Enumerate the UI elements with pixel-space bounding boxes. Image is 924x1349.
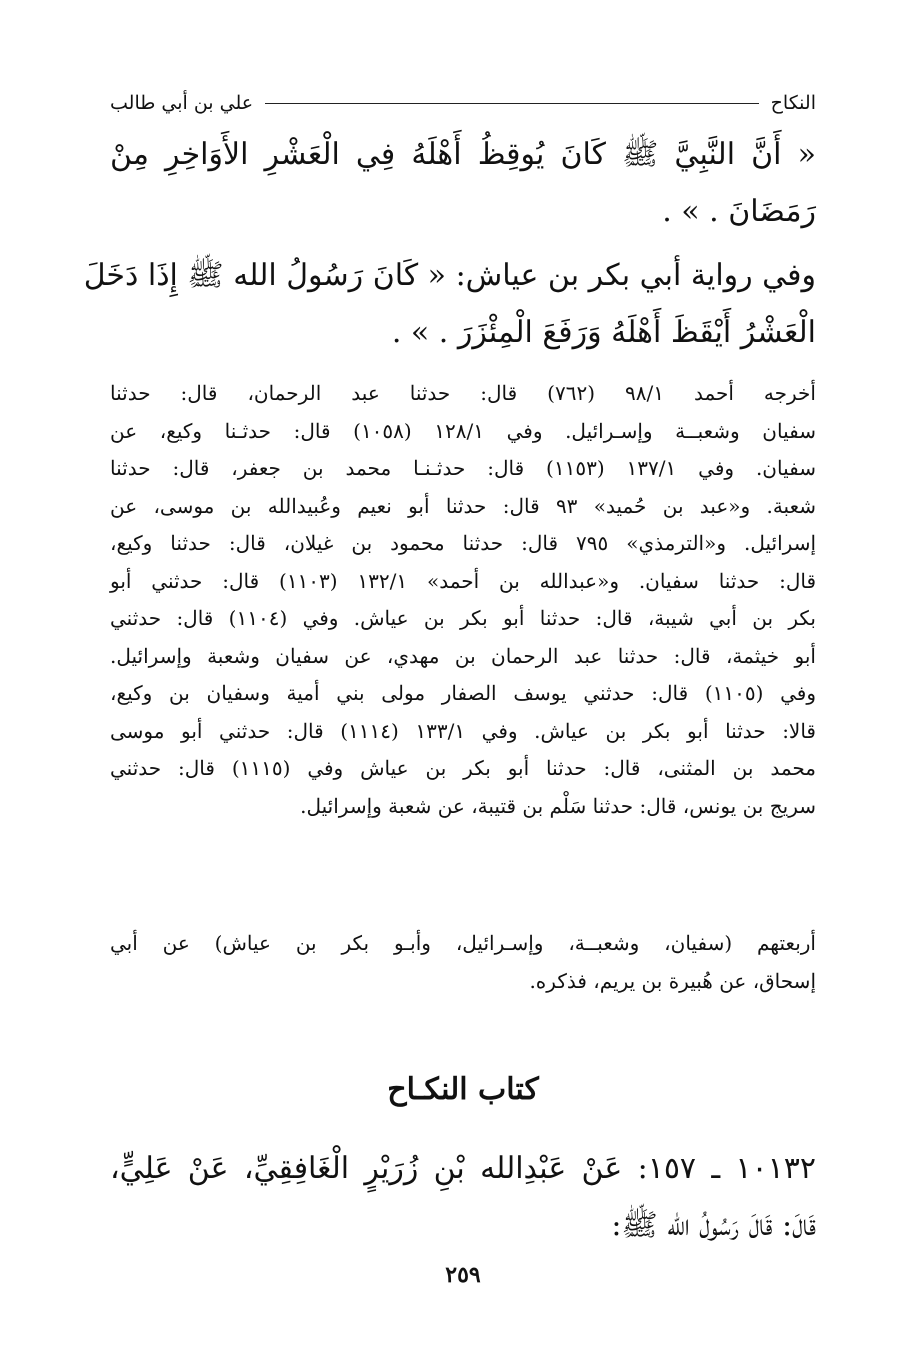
takhrij-line: سفيان وشعبــة وإسـرائيل. وفي ١٢٨/١ (١٠٥٨) قال: حدثـنا وكيع، عن [110, 418, 816, 443]
takhrij-line: أربعتهم (سفيان، وشعبــة، وإسـرائيل، وأبـو بكر بن عياش) عن أبي [110, 931, 816, 955]
takhrij-paragraph-1 [110, 375, 816, 825]
hadith-text-3 [110, 1140, 816, 1254]
takhrij-line: إسحاق، عن هُبيرة بن يريم، فذكره. [529, 968, 816, 993]
takhrij-line: إسرائيل. و«الترمذي» ٧٩٥ قال: حدثنا محمود بن غيلان، قال: حدثنا وكيع، [110, 531, 817, 555]
hadith-line: الْعَشْرُ أَيْقَظَ أَهْلَهُ وَرَفَعَ الْمِئْزَرَ . » . [391, 315, 816, 350]
takhrij-line: سريج بن يونس، قال: حدثنا سَلْم بن قتيبة، عن شعبة وإسرائيل. [300, 793, 816, 818]
takhrij-line: أبو خيثمة، قال: حدثنا عبد الرحمان بن مهدي، عن سفيان وشعبة وإسرائيل. [110, 643, 816, 668]
takhrij-line: سفيان. وفي ١٣٧/١ (١١٥٣) قال: حدثـنـا محمد بن جعفر، قال: حدثنا [110, 456, 816, 480]
takhrij-line: أخرجه أحمد ٩٨/١ (٧٦٢) قال: حدثنا عبد الرحمان، قال: حدثنا [110, 381, 816, 405]
header-right-title: النكاح [770, 92, 816, 114]
hadith-text-1 [110, 126, 816, 240]
hadith-line: « أَنَّ النَّبِيَّ ﷺ كَانَ يُوقِظُ أَهْلَهُ فِي الْعَشْرِ الأَوَاخِرِ مِنْ [110, 137, 816, 172]
header-rule [265, 103, 759, 104]
takhrij-line: شعبة. و«عبد بن حُميد» ٩٣ قال: حدثنا أبو نعيم وعُبيدالله بن موسى، عن [110, 493, 816, 518]
hadith-line: رَمَضَانَ . » . [662, 194, 816, 229]
hadith-line: وفي رواية أبي بكر بن عياش: « كَانَ رَسُولُ الله ﷺ إِذَا دَخَلَ [83, 258, 816, 293]
takhrij-line: قالا: حدثنا أبو بكر بن عياش. وفي ١٣٣/١ (١١١٤) قال: حدثني أبو موسى [110, 718, 816, 743]
hadith-line: ١٠١٣٢ ـ ١٥٧: عَنْ عَبْدِالله بْنِ زُرَيْرٍ الْغَافِقِيِّ، عَنْ عَلِيٍّ، [110, 1151, 816, 1186]
page-number: ٢٥٩ [445, 1262, 481, 1288]
takhrij-paragraph-2 [110, 925, 816, 1000]
running-header [110, 88, 816, 118]
hadith-line: قَالَ: قَالَ رَسُولُ الله ﷺ: [611, 1208, 816, 1243]
takhrij-line: بكر بن أبي شيبة، قال: حدثنا أبو بكر بن عياش. وفي (١١٠٤) قال: حدثني [110, 606, 816, 630]
takhrij-line: محمد بن المثنى، قال: حدثنا أبو بكر بن عياش وفي (١١١٥) قال: حدثني [110, 756, 817, 780]
takhrij-line: قال: حدثنا سفيان. و«عبدالله بن أحمد» ١٣٢/١ (١١٠٣) قال: حدثني أبو [110, 568, 816, 593]
header-left-title: علي بن أبي طالب [110, 92, 254, 114]
chapter-title: كتاب النكـاح [387, 1072, 539, 1107]
takhrij-line: وفي (١١٠٥) قال: حدثني يوسف الصفار مولى بني أمية وسفيان بن وكيع، [110, 681, 816, 705]
hadith-text-2 [83, 247, 816, 361]
